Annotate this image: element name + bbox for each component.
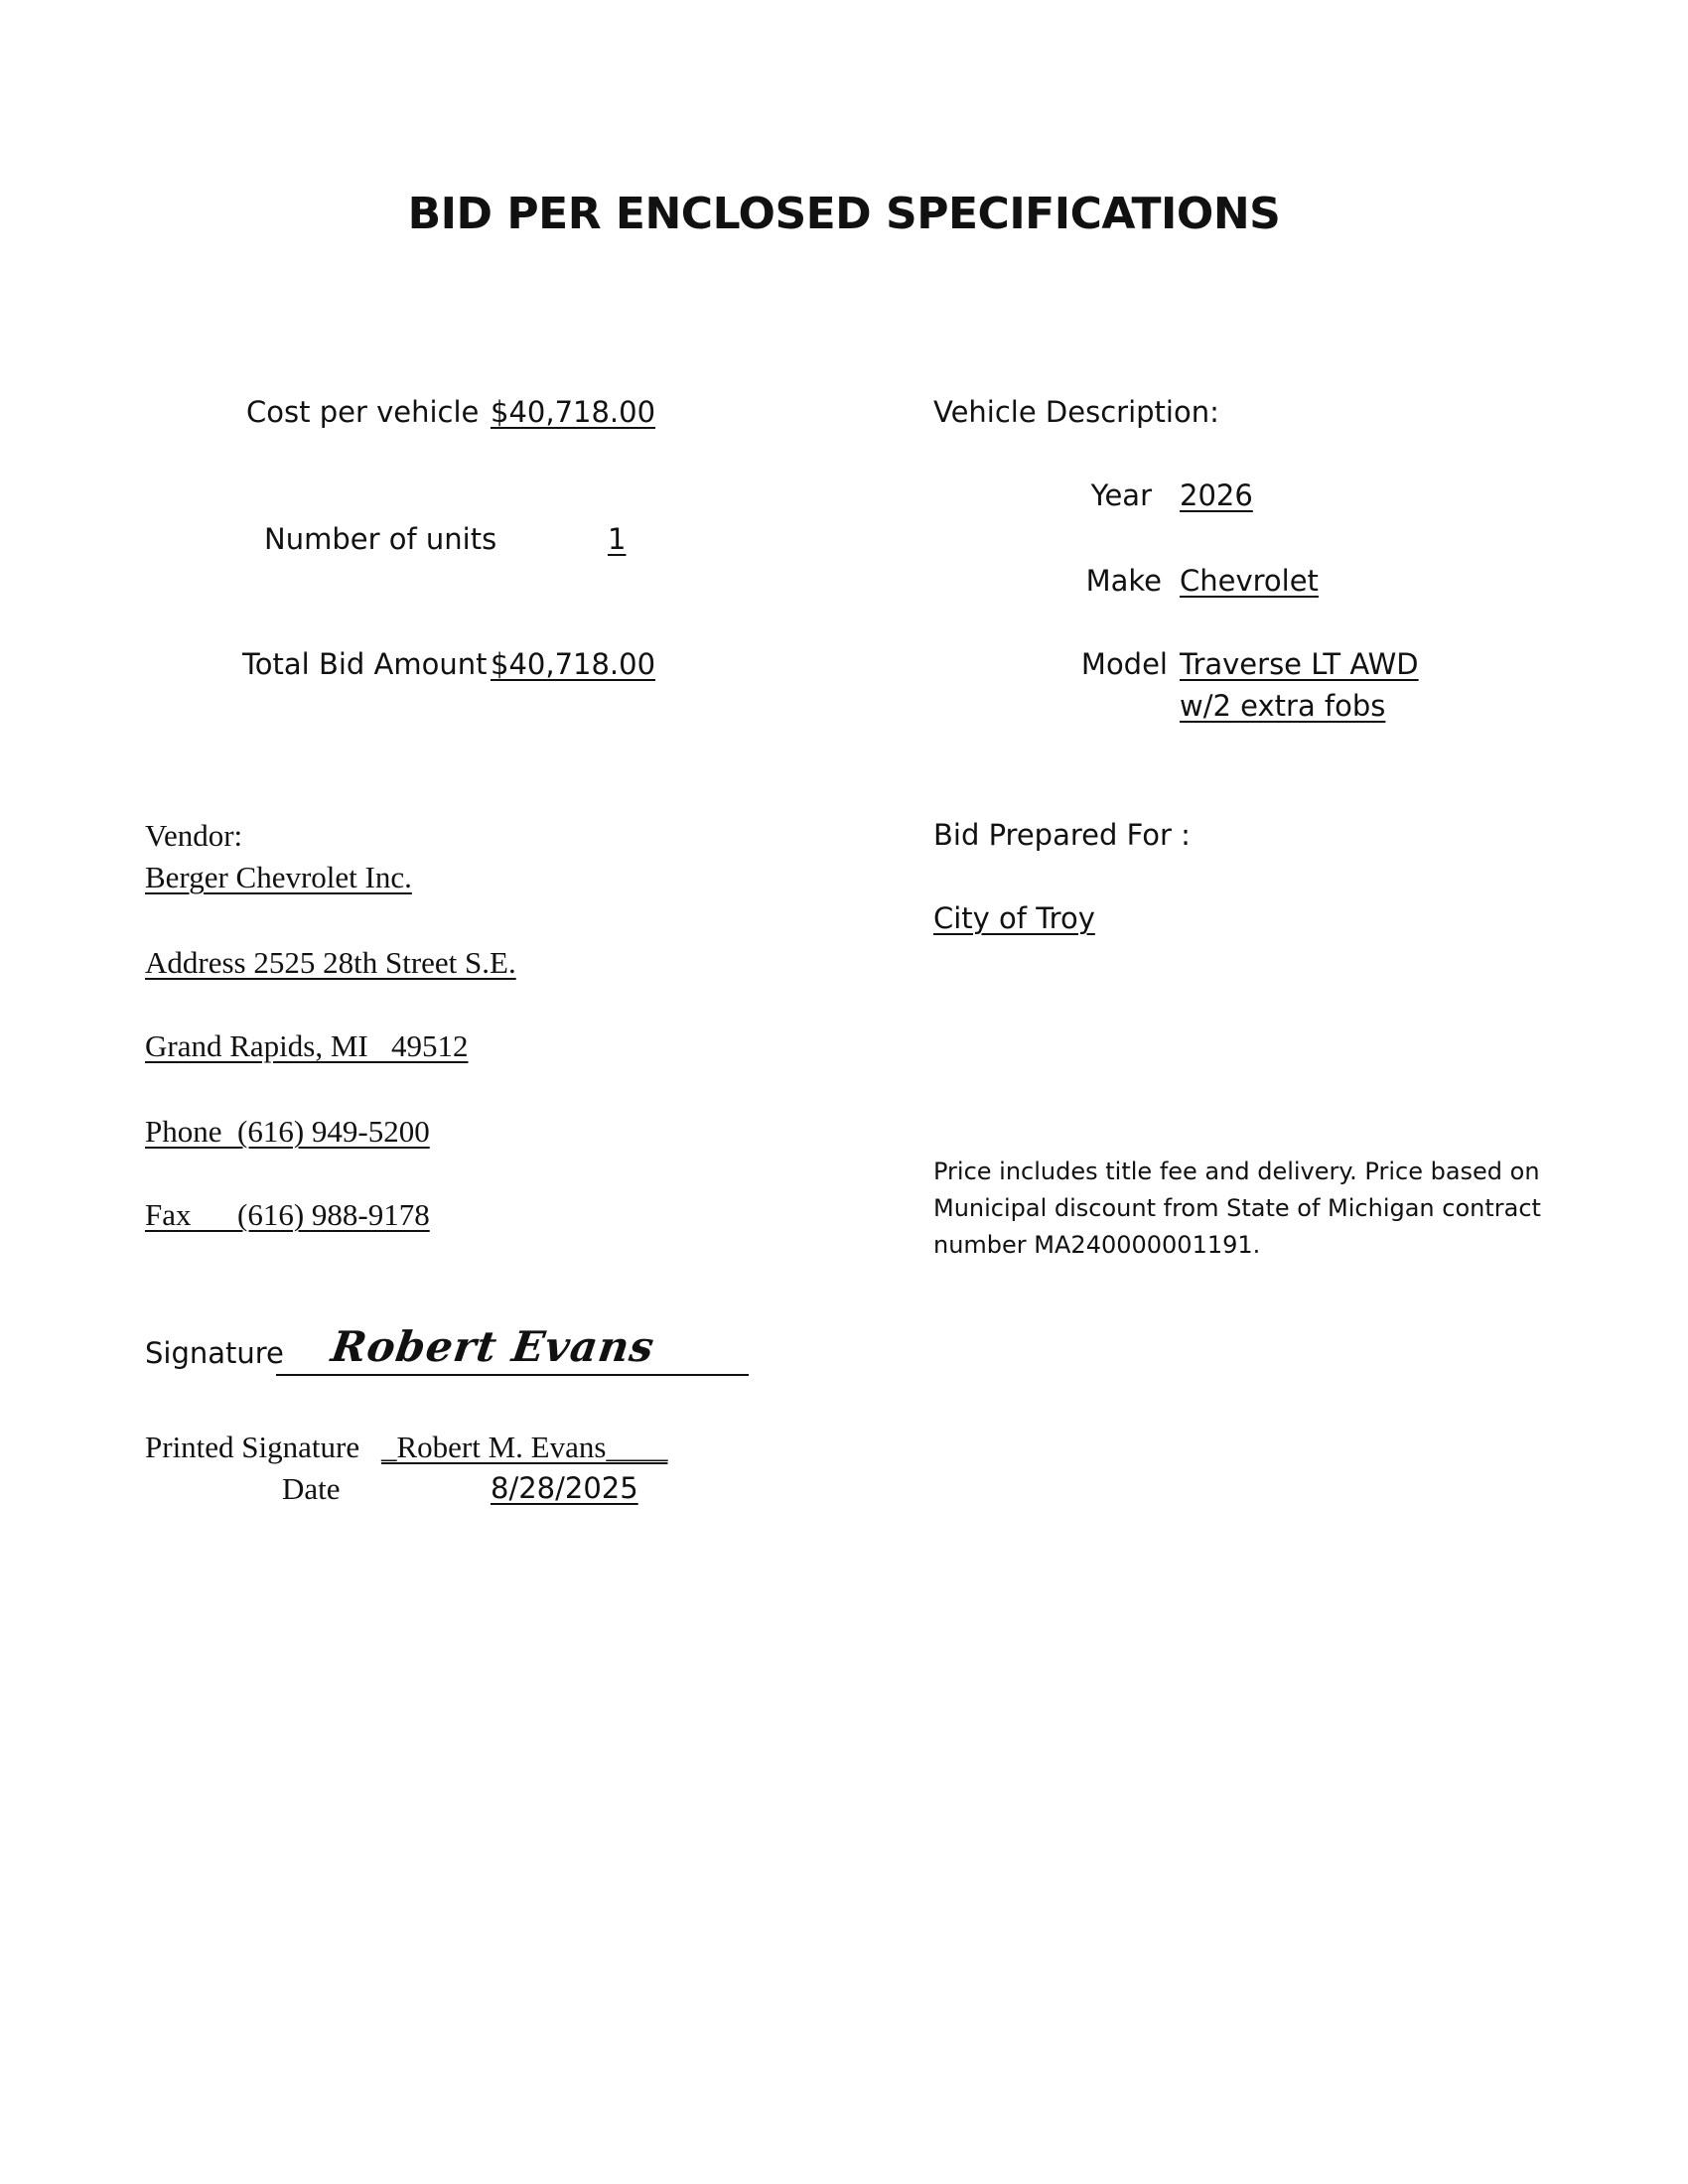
date-label: Date [282,1471,341,1506]
date-value: 8/28/2025 [491,1471,638,1505]
cost-per-vehicle-label: Cost per vehicle [246,395,480,429]
vehicle-model-label: Model [1080,647,1168,681]
vehicle-year-value: 2026 [1180,478,1253,512]
document-title: BID PER ENCLOSED SPECIFICATIONS [407,189,1281,239]
number-of-units-label: Number of units [264,522,497,556]
handwritten-signature: Robert Evans [328,1322,658,1371]
vehicle-model-value-line2: w/2 extra fobs [1180,689,1386,723]
signature-line [276,1374,749,1376]
vehicle-year-label: Year [1090,478,1152,512]
number-of-units-value: 1 [608,522,627,556]
vendor-phone: Phone (616) 949-5200 [145,1114,430,1149]
printed-signature-value: _Robert M. Evans____ [381,1430,668,1464]
vendor-fax: Fax (616) 988-9178 [145,1197,430,1232]
printed-signature-label: Printed Signature [145,1430,360,1464]
vehicle-model-value-line1: Traverse LT AWD [1180,647,1419,681]
vehicle-description-heading: Vehicle Description: [933,395,1219,429]
total-bid-amount-label: Total Bid Amount [242,647,488,681]
signature-label: Signature [145,1336,284,1370]
vehicle-make-value: Chevrolet [1180,564,1319,598]
bid-prepared-for-value: City of Troy [933,901,1095,935]
cost-per-vehicle-value: $40,718.00 [491,395,656,429]
vendor-name: Berger Chevrolet Inc. [145,860,412,894]
bid-prepared-for-label: Bid Prepared For : [933,818,1191,852]
vendor-city-state-zip: Grand Rapids, MI 49512 [145,1028,469,1063]
vendor-label: Vendor: [145,818,243,853]
total-bid-amount-value: $40,718.00 [491,647,656,681]
vendor-address: Address 2525 28th Street S.E. [145,945,516,980]
pricing-note: Price includes title fee and delivery. Price based on Municipal discount from State of Michigan contract number MA240000001191. [933,1158,1541,1259]
vehicle-make-label: Make [1085,564,1162,598]
